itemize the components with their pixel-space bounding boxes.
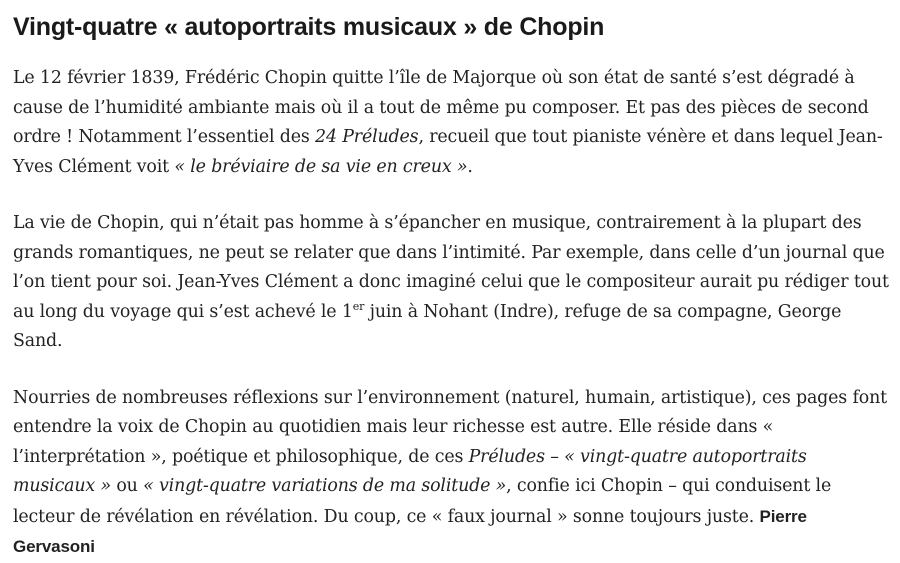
text-segment: – <box>544 446 565 467</box>
paragraph-3 <box>13 384 891 563</box>
text-segment: , confie ici Chopin – qui conduisent le lecteur de révélation en révélation. Du coup, ce « faux journal » sonne toujours juste. <box>13 476 832 527</box>
italic-quote: « vingt-quatre variations de ma solitude » <box>143 476 507 496</box>
italic-segment: Préludes <box>468 446 545 467</box>
superscript: er <box>352 299 365 313</box>
text-segment: , recueil que tout pianiste vénère et dans lequel Jean-Yves Clément voit <box>13 127 883 177</box>
text-segment: juin à Nohant (Indre), refuge de sa compagne, George Sand. <box>13 301 842 351</box>
paragraph-2 <box>13 209 891 357</box>
article-title: Vingt-quatre « autoportraits musicaux » de Chopin <box>13 13 605 41</box>
text-segment: . <box>467 156 473 177</box>
text-segment: ou <box>110 476 144 496</box>
text-segment: Nourries de nombreuses réflexions sur l’environnement (naturel, humain, artistique), ces pages font entendre la voix de Chopin au quotidien mais leur richesse est autre. Elle réside dans « l’interprétation », poétique et philosophique, de ces <box>13 387 887 467</box>
text-segment: La vie de Chopin, qui n’était pas homme à s’épancher en musique, contrairement à la plupart des grands romantiques, ne peut se relater que dans l’intimité. Par exemple, dans celle d’un journal que l’on tient pour soi. Jean-Yves Clément a donc imaginé celui que le compositeur aurait pu rédiger tout au long du voyage qui s’est achevé le 1 <box>13 213 889 322</box>
author-signature: Pierre Gervasoni <box>13 506 807 556</box>
paragraph-1 <box>13 64 891 182</box>
article <box>13 10 891 563</box>
text-segment: Le 12 février 1839, Frédéric Chopin quitte l’île de Majorque où son état de santé s’est dégradé à cause de l’humidité ambiante mais où il a tout de même pu composer. Et pas des pièces de second ordre ! Notamment l’essentiel des <box>13 68 869 147</box>
italic-quote: « le bréviaire de sa vie en creux » <box>174 156 468 177</box>
italic-segment: 24 Préludes <box>315 127 419 147</box>
italic-quote: « vingt-quatre autoportraits musicaux » <box>13 446 807 496</box>
